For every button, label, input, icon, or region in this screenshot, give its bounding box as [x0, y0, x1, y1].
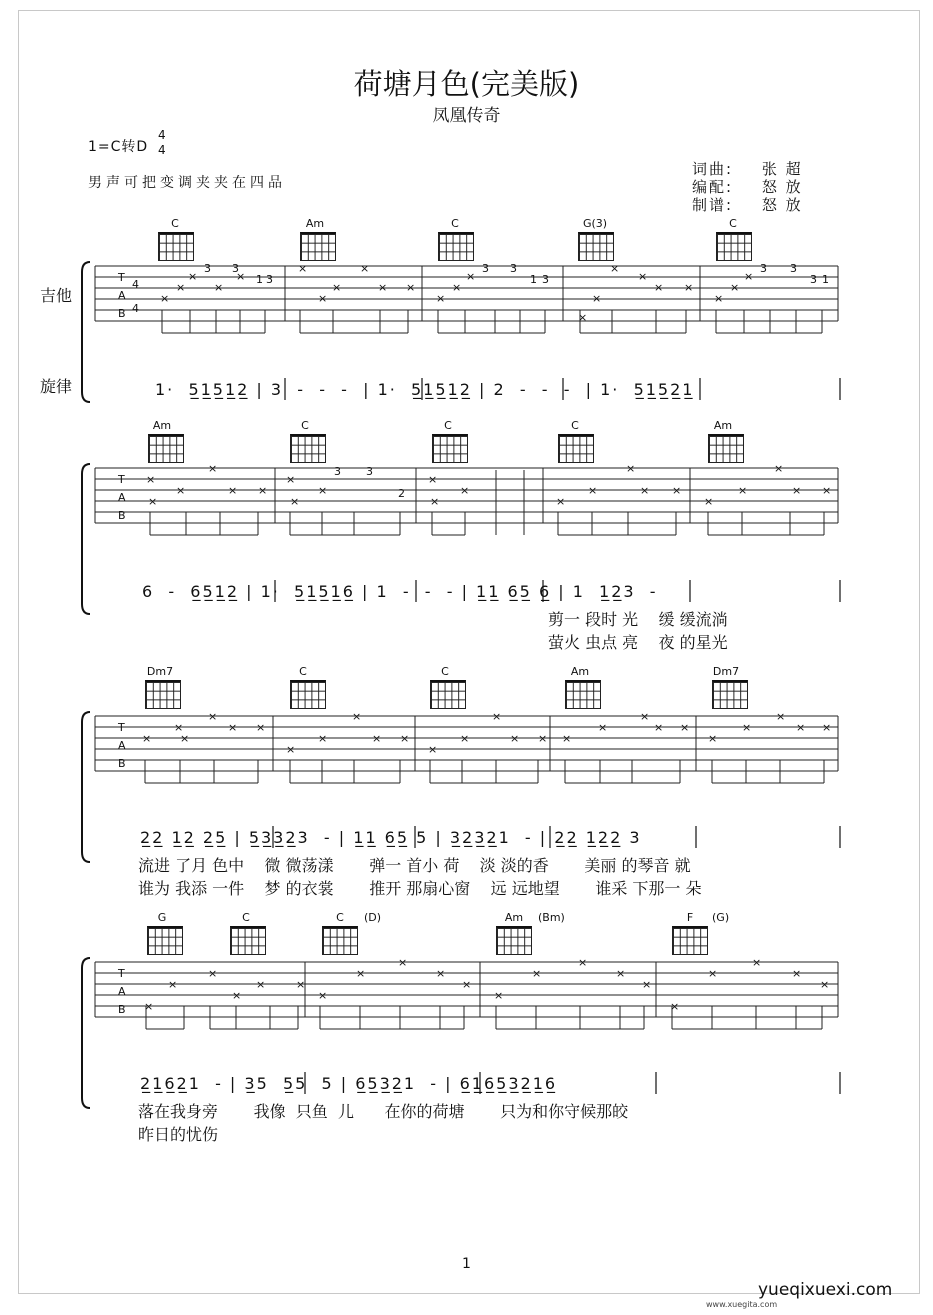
svg-text:×: × — [460, 484, 470, 497]
svg-text:×: × — [556, 495, 566, 508]
watermark: yueqixuexi.com — [758, 1280, 893, 1300]
svg-text:×: × — [680, 721, 690, 734]
chord-alt-name: (D) — [364, 911, 382, 924]
page-number: 1 — [462, 1256, 471, 1272]
svg-text:×: × — [822, 484, 832, 497]
svg-text:×: × — [452, 281, 462, 294]
svg-text:×: × — [236, 270, 246, 283]
time-signature-bottom: 4 — [158, 143, 167, 157]
svg-text:×: × — [360, 262, 370, 275]
chord-diagram-icon — [496, 926, 532, 955]
credit-name: 怒 放 — [761, 196, 803, 214]
svg-text:×: × — [256, 978, 266, 991]
svg-text:×: × — [352, 710, 362, 723]
svg-text:3: 3 — [232, 262, 239, 275]
svg-text:×: × — [146, 473, 156, 486]
chord-diagram-icon — [430, 680, 466, 709]
watermark-small: www.xuegita.com — [706, 1300, 778, 1309]
chord-diagram-icon — [158, 232, 194, 261]
svg-text:×: × — [684, 281, 694, 294]
svg-text:×: × — [460, 732, 470, 745]
svg-text:×: × — [176, 484, 186, 497]
chord-diagram-icon — [148, 434, 184, 463]
chord-name: Am — [713, 419, 733, 432]
svg-text:3: 3 — [790, 262, 797, 275]
credit-name: 张 超 — [761, 160, 803, 178]
melody-notation: 1· 5̲1̲5̲1̲2̲ | 3 - - - | 1· 5̲1̲5̲1̲2̲ | 2 - - - | 1· 5̲1̲5̲2̲1̲ — [155, 380, 695, 399]
svg-text:×: × — [436, 292, 446, 305]
capo-note: 男声可把变调夹夹在四品 — [88, 175, 286, 191]
svg-text:×: × — [286, 473, 296, 486]
svg-text:×: × — [406, 281, 416, 294]
svg-text:×: × — [462, 978, 472, 991]
svg-text:A: A — [118, 985, 126, 998]
svg-text:×: × — [214, 281, 224, 294]
svg-text:×: × — [400, 732, 410, 745]
chord-name: F — [686, 911, 694, 924]
chord-name: C — [444, 419, 452, 432]
svg-text:×: × — [822, 721, 832, 734]
chord-name: C — [242, 911, 250, 924]
chord-alt-name: (Bm) — [538, 911, 565, 924]
svg-text:×: × — [332, 281, 342, 294]
svg-text:×: × — [180, 732, 190, 745]
svg-text:×: × — [640, 710, 650, 723]
guitar-label: 吉他 — [40, 286, 73, 305]
chord-diagram-icon — [716, 232, 752, 261]
svg-text:×: × — [774, 462, 784, 475]
svg-text:×: × — [372, 732, 382, 745]
chord-diagram-icon — [290, 680, 326, 709]
svg-text:B: B — [118, 757, 126, 770]
svg-text:T: T — [118, 271, 125, 284]
svg-text:T: T — [118, 721, 125, 734]
chord-name: C — [729, 217, 737, 230]
svg-text:1: 1 — [530, 273, 537, 286]
credit-role: 词曲: — [692, 160, 734, 178]
chord-name: C — [571, 419, 579, 432]
chord-name: G — [157, 911, 167, 924]
chord-name: C — [301, 419, 309, 432]
svg-text:×: × — [538, 732, 548, 745]
chord-name: C — [441, 665, 449, 678]
svg-text:×: × — [318, 484, 328, 497]
chord-name: C — [299, 665, 307, 678]
chord-diagram-icon — [322, 926, 358, 955]
credit-role: 制谱: — [692, 196, 734, 214]
svg-text:×: × — [592, 292, 602, 305]
chord-diagram-icon — [578, 232, 614, 261]
melody-notation: 2̲2̲ 1̲2̲ 2̲5̲ | 5̲3̲3̲2̲3 - | 1̲1̲ 6̲5̲ 5 | 3̲2̲3̲2̲1 - | 2̲2̲ 1̲2̲2̲ 3 — [140, 828, 642, 847]
svg-text:×: × — [298, 262, 308, 275]
svg-text:×: × — [792, 484, 802, 497]
svg-text:×: × — [228, 721, 238, 734]
svg-text:×: × — [610, 262, 620, 275]
svg-text:×: × — [742, 721, 752, 734]
credit-name: 怒 放 — [761, 178, 803, 196]
svg-text:B: B — [118, 307, 126, 320]
svg-text:3: 3 — [482, 262, 489, 275]
chord-diagram-icon — [432, 434, 468, 463]
svg-text:×: × — [744, 270, 754, 283]
melody-notation: 6 - 6̲5̲1̲2̲ | 1· 5̲1̲5̲1̲6̲ | 1 - - - | 1̲1̲ 6̲5̲ 6̲ | 1 1̲2̲3 - — [142, 582, 658, 601]
svg-text:×: × — [144, 1000, 154, 1013]
svg-text:×: × — [208, 462, 218, 475]
svg-text:×: × — [208, 967, 218, 980]
svg-text:3: 3 — [510, 262, 517, 275]
svg-text:4: 4 — [132, 278, 139, 291]
svg-text:×: × — [752, 956, 762, 969]
svg-text:×: × — [598, 721, 608, 734]
svg-text:×: × — [776, 710, 786, 723]
key-signature: 1=C转D — [88, 139, 149, 155]
chord-name: C — [336, 911, 344, 924]
chord-diagram-icon — [712, 680, 748, 709]
chord-name: Dm7 — [712, 665, 740, 678]
svg-text:×: × — [290, 495, 300, 508]
lyric-line: 流进 了月 色中 微 微荡漾 弹一 首小 荷 淡 淡的香 美丽 的琴音 就 — [138, 856, 691, 875]
svg-text:3: 3 — [266, 273, 273, 286]
svg-text:×: × — [738, 484, 748, 497]
svg-text:3: 3 — [542, 273, 549, 286]
credit-role: 编配: — [692, 178, 734, 196]
svg-text:×: × — [430, 495, 440, 508]
svg-text:B: B — [118, 509, 126, 522]
svg-text:×: × — [796, 721, 806, 734]
chord-diagram-icon — [300, 232, 336, 261]
svg-text:×: × — [176, 281, 186, 294]
svg-text:×: × — [168, 978, 178, 991]
svg-text:×: × — [730, 281, 740, 294]
svg-text:×: × — [672, 484, 682, 497]
svg-text:×: × — [174, 721, 184, 734]
svg-text:×: × — [160, 292, 170, 305]
chord-diagram-icon — [147, 926, 183, 955]
chord-diagram-icon — [565, 680, 601, 709]
svg-text:×: × — [428, 743, 438, 756]
chord-diagram-icon — [230, 926, 266, 955]
svg-text:×: × — [232, 989, 242, 1002]
svg-text:×: × — [188, 270, 198, 283]
svg-text:3: 3 — [810, 273, 817, 286]
svg-text:×: × — [356, 967, 366, 980]
svg-text:×: × — [532, 967, 542, 980]
svg-text:T: T — [118, 473, 125, 486]
svg-text:×: × — [428, 473, 438, 486]
chord-name: Am — [570, 665, 590, 678]
chord-name: Dm7 — [146, 665, 174, 678]
svg-text:×: × — [562, 732, 572, 745]
svg-text:×: × — [318, 989, 328, 1002]
svg-text:1: 1 — [256, 273, 263, 286]
chord-diagram-icon — [145, 680, 181, 709]
svg-text:×: × — [466, 270, 476, 283]
svg-text:×: × — [148, 495, 158, 508]
svg-text:3: 3 — [334, 465, 341, 478]
svg-text:×: × — [296, 978, 306, 991]
svg-text:×: × — [708, 967, 718, 980]
lyric-line: 谁为 我添 一件 梦 的衣裳 推开 那扇心窗 远 远地望 谁采 下那一 朵 — [138, 879, 702, 898]
svg-text:×: × — [704, 495, 714, 508]
chord-diagram-icon — [290, 434, 326, 463]
chord-alt-name: (G) — [712, 911, 730, 924]
artist-name: 凤凰传奇 — [432, 106, 501, 126]
svg-text:×: × — [654, 281, 664, 294]
chord-diagram-icon — [708, 434, 744, 463]
svg-text:×: × — [578, 956, 588, 969]
chord-name: Am — [152, 419, 172, 432]
svg-text:A: A — [118, 289, 126, 302]
svg-text:×: × — [510, 732, 520, 745]
svg-text:×: × — [640, 484, 650, 497]
lyric-line: 昨日的忧伤 — [138, 1125, 219, 1144]
svg-text:×: × — [642, 978, 652, 991]
svg-text:×: × — [708, 732, 718, 745]
svg-text:×: × — [670, 1000, 680, 1013]
svg-text:×: × — [494, 989, 504, 1002]
svg-text:A: A — [118, 739, 126, 752]
svg-text:×: × — [378, 281, 388, 294]
svg-text:1: 1 — [822, 273, 829, 286]
lyric-line: 剪一 段时 光 缓 缓流淌 — [548, 610, 728, 629]
lyric-line: 萤火 虫点 亮 夜 的星光 — [548, 633, 728, 652]
chord-name: Am — [305, 217, 325, 230]
chord-name: G(3) — [582, 217, 608, 230]
svg-text:×: × — [318, 732, 328, 745]
time-signature-top: 4 — [158, 128, 167, 142]
chord-name: Am — [504, 911, 524, 924]
svg-text:×: × — [256, 721, 266, 734]
svg-text:×: × — [258, 484, 268, 497]
svg-text:2: 2 — [398, 487, 405, 500]
svg-text:×: × — [398, 956, 408, 969]
svg-text:×: × — [286, 743, 296, 756]
svg-text:×: × — [578, 311, 588, 324]
svg-text:×: × — [616, 967, 626, 980]
svg-text:3: 3 — [760, 262, 767, 275]
svg-text:B: B — [118, 1003, 126, 1016]
svg-text:×: × — [626, 462, 636, 475]
chord-diagram-icon — [672, 926, 708, 955]
svg-text:×: × — [714, 292, 724, 305]
melody-label: 旋律 — [40, 377, 73, 396]
svg-text:3: 3 — [204, 262, 211, 275]
svg-text:A: A — [118, 491, 126, 504]
svg-text:×: × — [492, 710, 502, 723]
svg-text:×: × — [638, 270, 648, 283]
svg-text:4: 4 — [132, 302, 139, 315]
svg-text:×: × — [228, 484, 238, 497]
melody-notation: 2̲1̲6̲2̲1 - | 3̲5 5̲5 5 | 6̲5̲3̲2̲1 - | 6̲1̲6̲5̲3̲2̲1̲6̲ — [140, 1074, 558, 1093]
svg-text:3: 3 — [366, 465, 373, 478]
svg-text:×: × — [654, 721, 664, 734]
song-title: 荷塘月色(完美版) — [353, 67, 580, 101]
lyric-line: 落在我身旁 我像 只鱼 儿 在你的荷塘 只为和你守候那皎 — [138, 1102, 629, 1121]
svg-text:×: × — [588, 484, 598, 497]
chord-diagram-icon — [558, 434, 594, 463]
svg-text:×: × — [436, 967, 446, 980]
svg-text:×: × — [792, 967, 802, 980]
chord-diagram-icon — [438, 232, 474, 261]
svg-text:×: × — [208, 710, 218, 723]
svg-text:×: × — [142, 732, 152, 745]
svg-text:×: × — [820, 978, 830, 991]
svg-text:×: × — [318, 292, 328, 305]
chord-name: C — [171, 217, 179, 230]
chord-name: C — [451, 217, 459, 230]
svg-text:T: T — [118, 967, 125, 980]
